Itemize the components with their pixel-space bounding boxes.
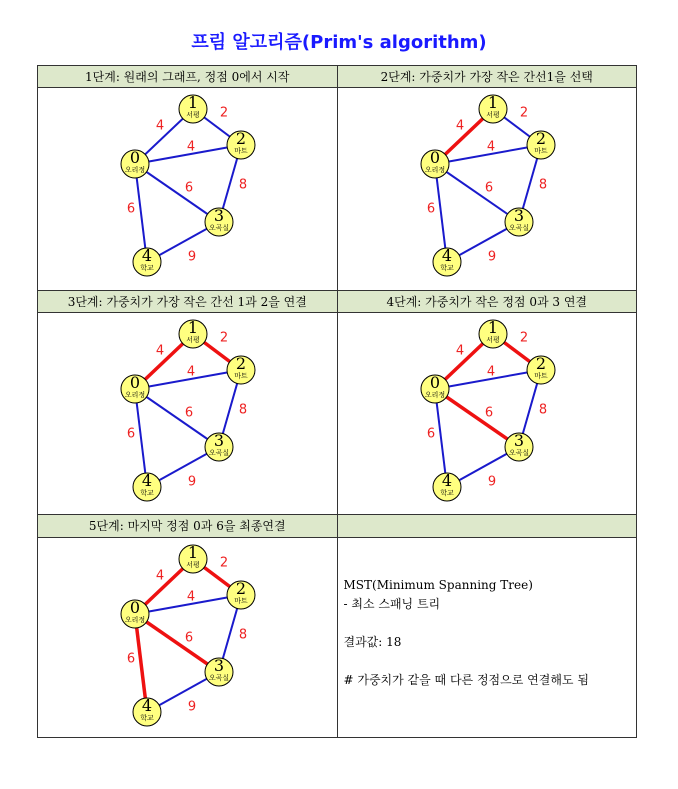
edge-0-3 [135,164,219,222]
edge-weight: 6 [184,630,194,646]
step-title: 1단계: 원래의 그래프, 정점 0에서 시작 [38,66,338,88]
edge-weight: 4 [155,343,165,359]
note-text: # 가중치가 같을 때 다른 정점으로 연결해도 됨 [343,672,589,687]
vertex-number: 4 [441,246,452,266]
edge-weight: 9 [187,474,197,490]
step-title: 5단계: 마지막 정점 0과 6을 최종연결 [38,515,338,537]
vertex-label: 서평 [485,336,500,345]
vertex-label: 서평 [186,560,200,569]
edge-weight: 6 [484,180,493,196]
edge-weight: 8 [538,177,547,193]
edge-weight: 2 [219,330,229,346]
vertex-label: 학교 [140,264,154,273]
edge-weight: 2 [519,105,528,121]
graph-diagram [38,313,338,509]
edge-weight: 8 [538,402,547,418]
vertex-number: 2 [235,354,247,374]
vertex-label: 오리정 [424,166,445,175]
vertex-number: 3 [513,431,524,451]
vertex-number: 4 [141,471,153,491]
edge-weight: 4 [455,343,464,359]
vertex-label: 학교 [140,713,154,722]
edge-weight: 4 [486,364,495,380]
vertex-label: 오리정 [424,391,445,400]
vertex-label: 학교 [439,264,454,273]
vertex-label: 오리정 [124,391,146,400]
vertex-number: 3 [213,655,225,675]
graph-diagram [38,538,338,734]
edge-weight: 6 [484,405,493,421]
graph-diagram [38,88,338,284]
empty-header [337,515,637,537]
edge-weight: 8 [238,627,248,643]
result-value: 결과값: 18 [343,634,402,649]
edge-weight: 6 [426,426,435,442]
vertex-label: 서평 [186,111,200,120]
vertex-label: 마트 [533,147,548,156]
vertex-number: 4 [441,471,452,491]
edge-weight: 6 [126,201,136,217]
edge-weight: 4 [455,118,464,134]
vertex-number: 3 [513,206,524,226]
vertex-number: 2 [535,129,546,149]
vertex-number: 2 [535,354,546,374]
vertex-label: 서평 [186,336,200,345]
vertex-label: 오곡실 [208,224,230,233]
vertex-label: 오곡실 [508,224,529,233]
vertex-number: 4 [141,695,153,715]
vertex-number: 0 [429,373,440,393]
edge-weight: 4 [186,364,196,380]
vertex-number: 3 [213,206,225,226]
edge-weight: 2 [219,105,229,121]
edge-weight: 4 [186,589,196,605]
vertex-number: 1 [187,318,199,338]
edge-weight: 4 [155,118,165,134]
vertex-number: 0 [129,597,141,617]
edge-0-3 [135,389,219,447]
step-panel [38,313,338,515]
vertex-number: 1 [187,542,199,562]
edge-weight: 9 [487,474,496,490]
vertex-label: 마트 [533,372,548,381]
vertex-number: 2 [235,129,247,149]
vertex-number: 0 [129,148,141,168]
vertex-number: 0 [429,148,440,168]
step-panel [38,88,338,290]
vertex-number: 2 [235,578,247,598]
graph-diagram [338,313,638,509]
edge-weight: 9 [187,249,197,265]
edge-weight: 8 [238,402,248,418]
edge-weight: 8 [238,177,248,193]
vertex-number: 4 [141,246,153,266]
vertex-number: 3 [213,431,225,451]
vertex-number: 1 [487,318,498,338]
vertex-number: 1 [187,93,199,113]
edge-weight: 2 [219,555,229,571]
vertex-label: 서평 [485,111,500,120]
vertex-label: 오리정 [124,166,146,175]
vertex-label: 학교 [439,489,454,498]
graph-diagram [338,88,638,284]
edge-weight: 6 [184,180,194,196]
vertex-label: 마트 [234,372,248,381]
step-panel [337,88,637,290]
info-panel [337,537,637,737]
edge-weight: 9 [187,699,197,715]
edge-weight: 6 [184,405,194,421]
step-panel [337,313,637,515]
edge-weight: 2 [519,330,528,346]
mst-label: MST(Minimum Spanning Tree) [343,577,533,592]
edge-weight: 6 [426,201,435,217]
edge-weight: 4 [186,139,196,155]
step-panel [38,537,338,737]
edge-weight: 4 [155,568,165,584]
edge-weight: 6 [126,426,136,442]
vertex-label: 오곡실 [208,673,230,682]
vertex-number: 0 [129,373,141,393]
step-title: 2단계: 가중치가 가장 작은 간선1을 선택 [337,66,637,88]
vertex-label: 마트 [234,596,248,605]
step-title: 4단계: 가중치가 작은 정점 0과 3 연결 [337,290,637,312]
vertex-number: 1 [487,93,498,113]
vertex-label: 오곡실 [208,449,230,458]
edge-0-3 [435,164,519,222]
edge-weight: 6 [126,651,136,667]
vertex-label: 오리정 [124,615,146,624]
vertex-label: 오곡실 [508,449,529,458]
mst-description: - 최소 스패닝 트리 [343,596,441,611]
edge-0-3 [435,389,519,447]
steps-table [37,65,637,738]
step-title: 3단계: 가중치가 가장 작은 간선 1과 2을 연결 [38,290,338,312]
edge-weight: 4 [486,139,495,155]
vertex-label: 학교 [140,489,154,498]
vertex-label: 마트 [234,147,248,156]
edge-weight: 9 [487,249,496,265]
edge-0-3 [135,614,219,672]
page-title: 프림 알고리즘(Prim's algorithm) [191,32,487,53]
